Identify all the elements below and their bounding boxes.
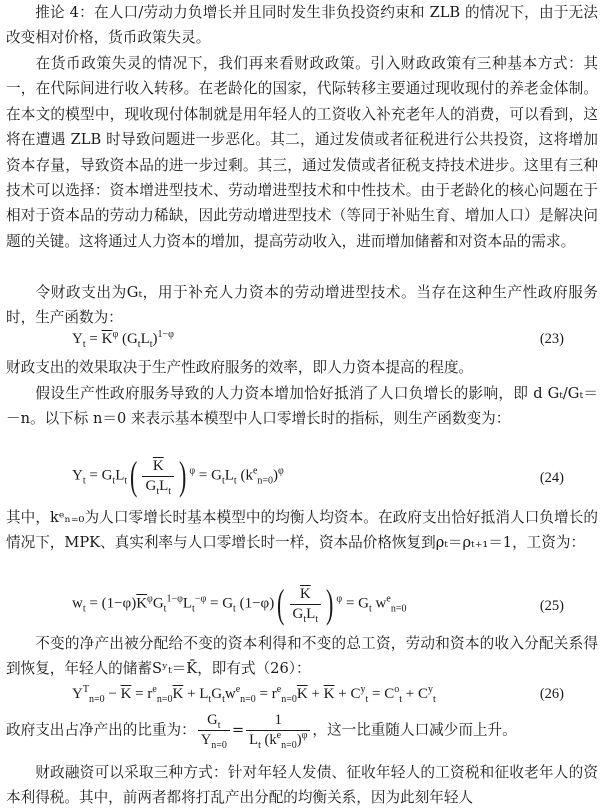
financing-paragraph: 财政融资可以采取三种方式：针对年轻人发债、征收年轻人的工资税和征收老年人的资本利得税。其中，前两者都将打乱产出分配的均衡关系，因为此刻年轻人	[6, 764, 598, 807]
equation-number: (24)	[539, 470, 564, 486]
equilibrium-capital-paragraph: 其中，kᵉₙ₌₀为人口零增长时基本模型中的均衡人均资本。在政府支出恰好抵消人口负增长的情况下，MPK、真实利率与人口零增长时一样，资本品价格恢复到ρₜ＝ρₜ₊₁＝1，工资为：	[6, 509, 598, 552]
fiscal-expenditure-paragraph: 令财政支出为Gₜ，用于补充人力资本的劳动增进型技术。当存在这种生产性政府服务时，生产函数为：	[6, 284, 598, 327]
equation-26: $Y^T_{n=0} - \overline{K} = r^e_{n=0}\overline{K} + L_tG_tw^e_{n=0} = r^e_{n=0}\overline{K} + \overline{K} + C^y_t = C^o_t + C^y_t$ (26)	[72, 684, 564, 705]
equation-number: (23)	[539, 331, 564, 347]
expenditure-share-line: 政府支出占净产出的比重为： $\frac{G_t}{Y_{n=0}}$ = $\frac{1}{L_t (k^e_{n=0})^\varphi}$ ，这一比重随人口减少而上升。	[6, 712, 517, 751]
equation-24: $Y_t = G_tL_t$( $\frac{\overline{K}}{G_tL_t}$ ) $^\varphi = G_tL_t$ $(k^e_{n=0})^\varphi$ (24)	[72, 453, 564, 498]
equation-number: (25)	[539, 598, 564, 614]
income-distribution-paragraph: 不变的净产出被分配给不变的资本利得和不变的总工资，劳动和资本的收入分配关系得到恢复，年轻人的储蓄Sʸₜ＝K̄，即有式（26）：	[6, 635, 598, 678]
corollary-4-paragraph: 推论 4：在人口/劳动力负增长并且同时发生非负投资约束和 ZLB 的情况下，由于无法改变相对价格，货币政策失灵。	[6, 4, 598, 47]
equation-25: $w_t = (1-\varphi)\overline{K}^\varphi G_t^{1-\varphi}L_t^{-\varphi} = G_t$ (1−φ)( $\frac{\overline{K}}{G_tL_t}$ ) $^\varphi = G_t$ $w^e_{n=0}$ (25)	[72, 581, 564, 626]
equation-23: $Y_t = \overline{K}^\varphi$ $(G_tL_t)^{1-\varphi}$ (23)	[72, 329, 564, 350]
fiscal-effect-paragraph: 财政支出的效果取决于生产性政府服务的效率，即人力资本提高的程度。	[6, 359, 474, 376]
equation-number: (26)	[539, 686, 564, 702]
assumption-paragraph: 假设生产性政府服务导致的人力资本增加恰好抵消了人口负增长的影响，即 d Gₜ/Gₜ＝－n。以下标 n＝0 来表示基本模型中人口零增长时的指标，则生产函数变为：	[6, 385, 598, 428]
fiscal-policy-paragraph: 在货币政策失灵的情况下，我们再来看财政政策。引入财政政策有三种基本方式：其一，在代际间进行收入转移。在老龄化的国家，代际转移主要通过现收现付的养老金体制。在本文的模型中，现收现付体制就是用年轻人的工资收入补充老年人的消费，可以看到，这将在遭遇 ZLB 时导致问题进一步恶化。其二，通过发债或者征税进行公共投资，这将增加资本存量，导致资本品的进一步过剩。其三，通过发债或者征税支持技术进步。这里有三种技术可以选择：资本增进型技术、劳动增进型技术和中性技术。由于老龄化的核心问题在于相对于资本品的劳动力稀缺，因此劳动增进型技术（等同于补贴生育、增加人口）是解决问题的关键。这将通过人力资本的增加，提高劳动收入，进而增加储蓄和对资本品的需求。	[6, 55, 598, 250]
